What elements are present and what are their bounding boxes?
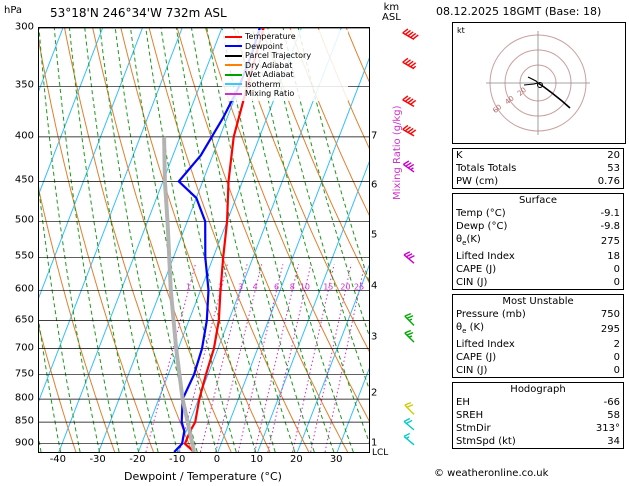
pressure-tick: 300 (14, 21, 34, 33)
legend-item (225, 61, 345, 71)
table-row (453, 263, 624, 276)
table-row-label: StmSpd (kt) (456, 436, 516, 447)
table-row-value: 53 (607, 163, 620, 174)
wind-barb (405, 314, 414, 326)
table-row-label: CAPE (J) (456, 352, 497, 363)
table-row-label: $\theta_e(K)$ (456, 234, 481, 247)
table-row-value: 0 (613, 352, 620, 363)
table-section-label: Hodograph (453, 383, 624, 397)
legend-item (225, 51, 345, 61)
legend-swatch (225, 93, 242, 95)
legend-label: Parcel Trajectory (245, 51, 312, 60)
table-row (453, 220, 624, 233)
table-section-label: Most Unstable (453, 295, 624, 309)
table-row (453, 162, 624, 175)
svg-text:6: 6 (274, 282, 280, 292)
table-row (453, 308, 624, 321)
legend-label: Wet Adiabat (245, 70, 294, 79)
altitude-unit-asl: ASL (382, 12, 401, 23)
legend-label: Dry Adiabat (245, 60, 293, 70)
svg-text:40: 40 (503, 94, 516, 107)
indices-tables (452, 148, 624, 453)
table-row-value: 295 (600, 324, 620, 335)
pressure-tick: 800 (14, 392, 34, 404)
svg-text:60: 60 (491, 103, 504, 115)
pressure-tick: 400 (14, 130, 34, 142)
station-title: 53°18'N 246°34'W 732m ASL (50, 6, 227, 20)
legend-item (225, 32, 345, 42)
svg-text:3: 3 (238, 282, 244, 292)
svg-text:2: 2 (218, 282, 224, 292)
wind-barb (404, 252, 414, 263)
wind-barb (403, 161, 414, 172)
wind-barb (405, 403, 414, 415)
table-row (453, 207, 624, 220)
altitude-unit-km: km (383, 2, 400, 13)
legend-swatch (225, 83, 242, 85)
altitude-tick: 4 (371, 280, 378, 292)
table-row-label: K (456, 150, 463, 161)
legend-swatch (225, 74, 242, 76)
table-row-value: 58 (607, 410, 620, 421)
table-row (453, 338, 624, 351)
pressure-tick: 750 (14, 368, 34, 380)
table-row (453, 435, 624, 449)
legend-item (225, 89, 345, 99)
legend-item (225, 42, 345, 52)
table-row-value: -9.1 (600, 208, 620, 219)
x-axis-title: Dewpoint / Temperature (°C) (124, 470, 282, 483)
table-row-label: PW (cm) (456, 176, 499, 187)
info-panel (434, 0, 629, 486)
legend-item (225, 70, 345, 80)
pressure-unit-label: hPa (4, 5, 23, 16)
indices-table (452, 294, 624, 378)
legend-swatch (225, 64, 242, 66)
table-section-label: Surface (453, 194, 624, 208)
wind-barb (403, 58, 416, 68)
table-row (453, 276, 624, 290)
legend-swatch (225, 36, 242, 38)
svg-text:4: 4 (252, 282, 258, 292)
mixing-ratio-axis-label: Mixing Ratio (g/kg) (392, 105, 403, 200)
svg-text:15: 15 (323, 282, 334, 292)
indices-table (452, 382, 624, 449)
legend-swatch (225, 55, 242, 57)
pressure-tick: 650 (14, 314, 34, 326)
altitude-tick: 2 (371, 387, 378, 399)
table-row-label: $\theta_e$ (K) (456, 322, 484, 335)
wind-barb (404, 433, 414, 444)
table-row-label: Lifted Index (456, 251, 515, 262)
temperature-tick: -30 (89, 454, 106, 465)
table-row (453, 351, 624, 364)
altitude-tick: 6 (371, 179, 378, 191)
wind-barbs (398, 27, 430, 451)
temperature-tick: 20 (290, 454, 303, 465)
table-row (453, 409, 624, 422)
pressure-tick: 850 (14, 415, 34, 427)
table-row-value: 2 (613, 339, 620, 350)
table-row-label: CAPE (J) (456, 264, 497, 275)
table-row-label: Totals Totals (456, 163, 517, 174)
svg-text:25: 25 (354, 282, 365, 292)
table-row-value: -9.8 (600, 221, 620, 232)
legend-label: Dewpoint (245, 41, 284, 51)
wind-barb (405, 330, 414, 342)
pressure-tick: 900 (14, 437, 34, 449)
wind-barb (403, 125, 416, 135)
temperature-tick: 0 (213, 454, 221, 465)
table-row (453, 422, 624, 435)
legend-label: Isotherm (245, 79, 281, 89)
table-row (453, 250, 624, 263)
table-row-value: 20 (607, 150, 620, 161)
table-row-label: StmDir (456, 423, 491, 434)
table-row-label: Pressure (mb) (456, 309, 526, 320)
legend-label: Mixing Ratio (245, 89, 295, 98)
table-row-value: 313° (595, 423, 620, 434)
temperature-tick: -10 (168, 454, 186, 465)
hodograph-box (452, 22, 626, 144)
legend-label: Temperature (245, 32, 296, 41)
pressure-tick: 600 (14, 283, 34, 295)
temperature-tick: -40 (49, 454, 67, 465)
table-section-header (453, 194, 624, 208)
legend-swatch (225, 45, 242, 47)
svg-text:10: 10 (299, 282, 310, 292)
table-row (453, 149, 624, 163)
altitude-tick: 3 (371, 331, 378, 343)
pressure-tick: 350 (14, 79, 34, 91)
indices-table (452, 193, 624, 290)
wind-barb (403, 29, 419, 39)
wind-barb (403, 96, 416, 106)
table-row-label: Dewp (°C) (456, 221, 508, 232)
table-row-label: CIN (J) (456, 365, 488, 376)
svg-text:20: 20 (340, 282, 351, 292)
table-row-value: -66 (603, 397, 620, 408)
table-row (453, 396, 624, 409)
table-row-label: SREH (456, 410, 484, 421)
svg-text:8: 8 (289, 282, 295, 292)
wind-barb (404, 419, 414, 430)
table-row (453, 175, 624, 189)
table-row-value: 0 (613, 277, 620, 288)
svg-text:1: 1 (185, 282, 191, 292)
lcl-label: LCL (372, 448, 389, 458)
table-section-header (453, 383, 624, 397)
table-row-label: EH (456, 397, 470, 408)
table-row-value: 0 (613, 365, 620, 376)
altitude-tick: 5 (371, 229, 378, 241)
table-row-value: 0 (613, 264, 620, 275)
temperature-tick: 10 (250, 454, 264, 465)
table-row-value: 750 (600, 309, 620, 320)
table-row-value: 18 (607, 251, 620, 262)
copyright-credit: © weatheronline.co.uk (434, 468, 549, 479)
pressure-tick: 450 (14, 174, 34, 186)
svg-text:20: 20 (515, 85, 528, 98)
table-row-value: 0.76 (597, 176, 620, 187)
table-row-label: Temp (°C) (456, 208, 506, 219)
temperature-tick: 30 (329, 454, 343, 465)
table-row-value: 34 (607, 436, 620, 447)
table-row (453, 233, 624, 250)
temperature-tick: -20 (129, 454, 146, 465)
indices-table (452, 148, 624, 189)
table-section-header (453, 295, 624, 309)
table-row-label: Lifted Index (456, 339, 515, 350)
hodograph-unit-label: kt (457, 26, 465, 35)
hodograph-plot (453, 23, 623, 141)
table-row-value: 275 (600, 236, 620, 247)
table-row-label: CIN (J) (456, 277, 488, 288)
pressure-tick: 700 (14, 342, 34, 354)
legend-item (225, 80, 345, 90)
pressure-tick: 500 (14, 214, 34, 226)
table-row (453, 321, 624, 338)
table-row (453, 364, 624, 378)
pressure-tick: 550 (14, 250, 34, 262)
altitude-tick: 7 (371, 130, 378, 142)
run-datetime: 08.12.2025 18GMT (Base: 18) (436, 5, 602, 18)
legend (222, 30, 348, 101)
altitude-tick: 1 (371, 437, 378, 449)
